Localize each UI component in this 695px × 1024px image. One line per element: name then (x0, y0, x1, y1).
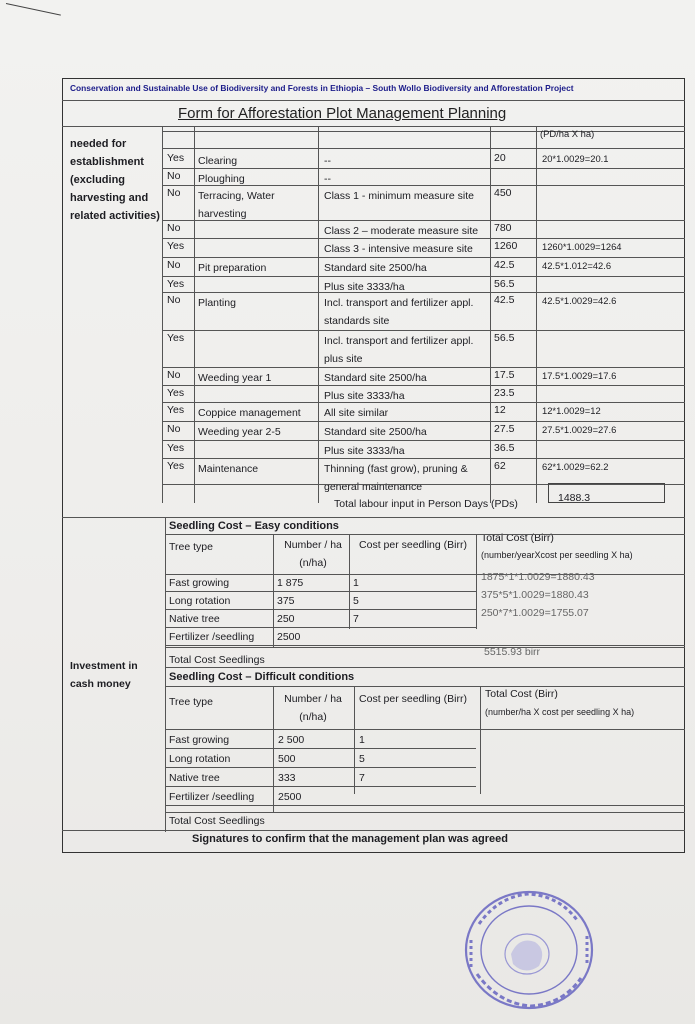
easy-col-type: Tree type (169, 541, 213, 553)
easy-col-cost: Cost per seedling (Birr) (359, 539, 467, 551)
activity-yes-no: No (167, 369, 181, 381)
tree-number: 250 (277, 613, 295, 625)
activity-yes-no: No (167, 187, 181, 199)
signatures-label: Signatures to confirm that the management plan was agreed (192, 833, 509, 845)
tree-type: Fertilizer /seedling (169, 791, 255, 803)
difficult-col-cost: Cost per seedling (Birr) (359, 693, 467, 705)
activity-yes-no: Yes (167, 387, 185, 399)
difficult-col-number: Number / ha (n/ha) (284, 693, 342, 723)
activity-person-days: 42.5 (494, 294, 515, 306)
activity-person-days: 23.5 (494, 387, 515, 399)
tree-total-cost: 1875*1*1.0029=1880.43 (481, 571, 595, 583)
activity-name: Planting (198, 297, 236, 309)
difficult-col-type: Tree type (169, 696, 213, 708)
total-labour-value: 1488.3 (558, 492, 591, 504)
form-title: Form for Afforestation Plot Management Planning (178, 105, 507, 122)
pd-header: (PD/ha X ha) (540, 128, 595, 139)
activity-yes-no: No (167, 423, 181, 435)
activity-measure: All site similar (324, 407, 389, 419)
activity-yes-no: Yes (167, 278, 185, 290)
activity-person-days: 17.5 (494, 369, 515, 381)
activity-name: Maintenance (198, 463, 259, 475)
tree-cost: 1 (353, 577, 359, 589)
activity-yes-no: Yes (167, 442, 185, 454)
activity-yes-no: No (167, 170, 181, 182)
activity-calculation: 1260*1.0029=1264 (542, 241, 622, 252)
tree-cost: 5 (359, 753, 365, 765)
activity-name: Pit preparation (198, 262, 267, 274)
tree-cost: 7 (353, 613, 359, 625)
activity-measure: Class 3 - intensive measure site (324, 243, 473, 255)
activity-measure: Plus site 3333/ha (324, 390, 405, 402)
official-stamp (459, 884, 599, 1014)
activity-yes-no: No (167, 259, 181, 271)
total-labour-label: Total labour input in Person Days (PDs) (334, 498, 518, 510)
activity-calculation: 12*1.0029=12 (542, 405, 601, 416)
activity-measure: Standard site 2500/ha (324, 262, 427, 274)
investment-label: Investment in cash money (70, 660, 138, 690)
activity-calculation: 20*1.0029=20.1 (542, 153, 609, 164)
activity-measure: Standard site 2500/ha (324, 426, 427, 438)
activity-person-days: 36.5 (494, 442, 515, 454)
activity-name: Clearing (198, 155, 238, 167)
activity-yes-no: Yes (167, 332, 185, 344)
activity-calculation: 42.5*1.0029=42.6 (542, 295, 617, 306)
tree-number: 375 (277, 595, 295, 607)
activity-name: Weeding year 2-5 (198, 426, 281, 438)
activity-measure: Thinning (fast grow), pruning & general maintenance (324, 463, 468, 493)
difficult-col-total: Total Cost (Birr) (485, 688, 558, 700)
pen-mark (6, 3, 61, 16)
tree-type: Native tree (169, 613, 220, 625)
tree-number: 1 875 (277, 577, 304, 589)
activity-measure: -- (324, 173, 331, 185)
activity-yes-no: Yes (167, 460, 185, 472)
tree-type: Native tree (169, 772, 220, 784)
easy-title: Seedling Cost – Easy conditions (169, 520, 339, 532)
activity-calculation: 42.5*1.012=42.6 (542, 260, 612, 271)
easy-col-number: Number / ha (n/ha) (284, 539, 342, 569)
activity-yes-no: Yes (167, 152, 185, 164)
activity-measure: Incl. transport and fertilizer appl. plus site (324, 335, 474, 365)
activity-name: Coppice management (198, 407, 301, 419)
activity-yes-no: Yes (167, 240, 185, 252)
activity-yes-no: No (167, 222, 181, 234)
activity-yes-no: No (167, 294, 181, 306)
activity-calculation: 27.5*1.0029=27.6 (542, 424, 617, 435)
tree-number: 333 (278, 772, 296, 784)
tree-type: Fast growing (169, 734, 230, 746)
easy-total-label: Total Cost Seedlings (169, 654, 265, 666)
easy-col-total: Total Cost (Birr) (481, 532, 554, 544)
easy-total-value: 5515.93 birr (484, 646, 541, 658)
tree-number: 2500 (278, 791, 302, 803)
difficult-col-total-sub: (number/ha X cost per seedling X ha) (485, 707, 635, 717)
tree-number: 2500 (277, 631, 301, 643)
activity-calculation: 62*1.0029=62.2 (542, 461, 609, 472)
tree-type: Fertilizer /seedling (169, 631, 255, 643)
activity-measure: Plus site 3333/ha (324, 445, 405, 457)
activity-person-days: 62 (494, 460, 506, 472)
activity-person-days: 20 (494, 152, 506, 164)
activity-person-days: 450 (494, 187, 512, 199)
activity-person-days: 56.5 (494, 332, 515, 344)
activity-yes-no: Yes (167, 404, 185, 416)
activity-name: Ploughing (198, 173, 245, 185)
tree-total-cost: 375*5*1.0029=1880.43 (481, 589, 589, 601)
activity-person-days: 42.5 (494, 259, 515, 271)
tree-number: 500 (278, 753, 296, 765)
activity-calculation: 17.5*1.0029=17.6 (542, 370, 617, 381)
activity-person-days: 1260 (494, 240, 518, 252)
project-header: Conservation and Sustainable Use of Biodiversity and Forests in Ethiopia – South Wollo Biodiversity and Afforestation Project (70, 83, 574, 93)
activity-measure: Standard site 2500/ha (324, 372, 427, 384)
easy-col-total-sub: (number/yearXcost per seedling X ha) (481, 550, 633, 560)
tree-type: Long rotation (169, 753, 231, 765)
tree-cost: 7 (359, 772, 365, 784)
activity-measure: Plus site 3333/ha (324, 281, 405, 293)
activity-measure: Class 1 - minimum measure site (324, 190, 474, 202)
activity-measure: -- (324, 155, 331, 167)
tree-cost: 5 (353, 595, 359, 607)
tree-cost: 1 (359, 734, 365, 746)
tree-number: 2 500 (278, 734, 305, 746)
activity-person-days: 780 (494, 222, 512, 234)
activity-measure: Incl. transport and fertilizer appl. standards site (324, 297, 474, 327)
tree-type: Long rotation (169, 595, 231, 607)
tree-type: Fast growing (169, 577, 230, 589)
difficult-total-label: Total Cost Seedlings (169, 815, 265, 827)
activity-name: Weeding year 1 (198, 372, 272, 384)
difficult-title: Seedling Cost – Difficult conditions (169, 671, 355, 683)
activity-name: Terracing, Water harvesting (198, 190, 275, 220)
activity-person-days: 12 (494, 404, 506, 416)
activity-measure: Class 2 – moderate measure site (324, 225, 479, 237)
activity-person-days: 27.5 (494, 423, 515, 435)
activity-person-days: 56.5 (494, 278, 515, 290)
tree-total-cost: 250*7*1.0029=1755.07 (481, 607, 589, 619)
establishment-label: needed for establishment (excluding harvesting and related activities) (70, 138, 160, 222)
